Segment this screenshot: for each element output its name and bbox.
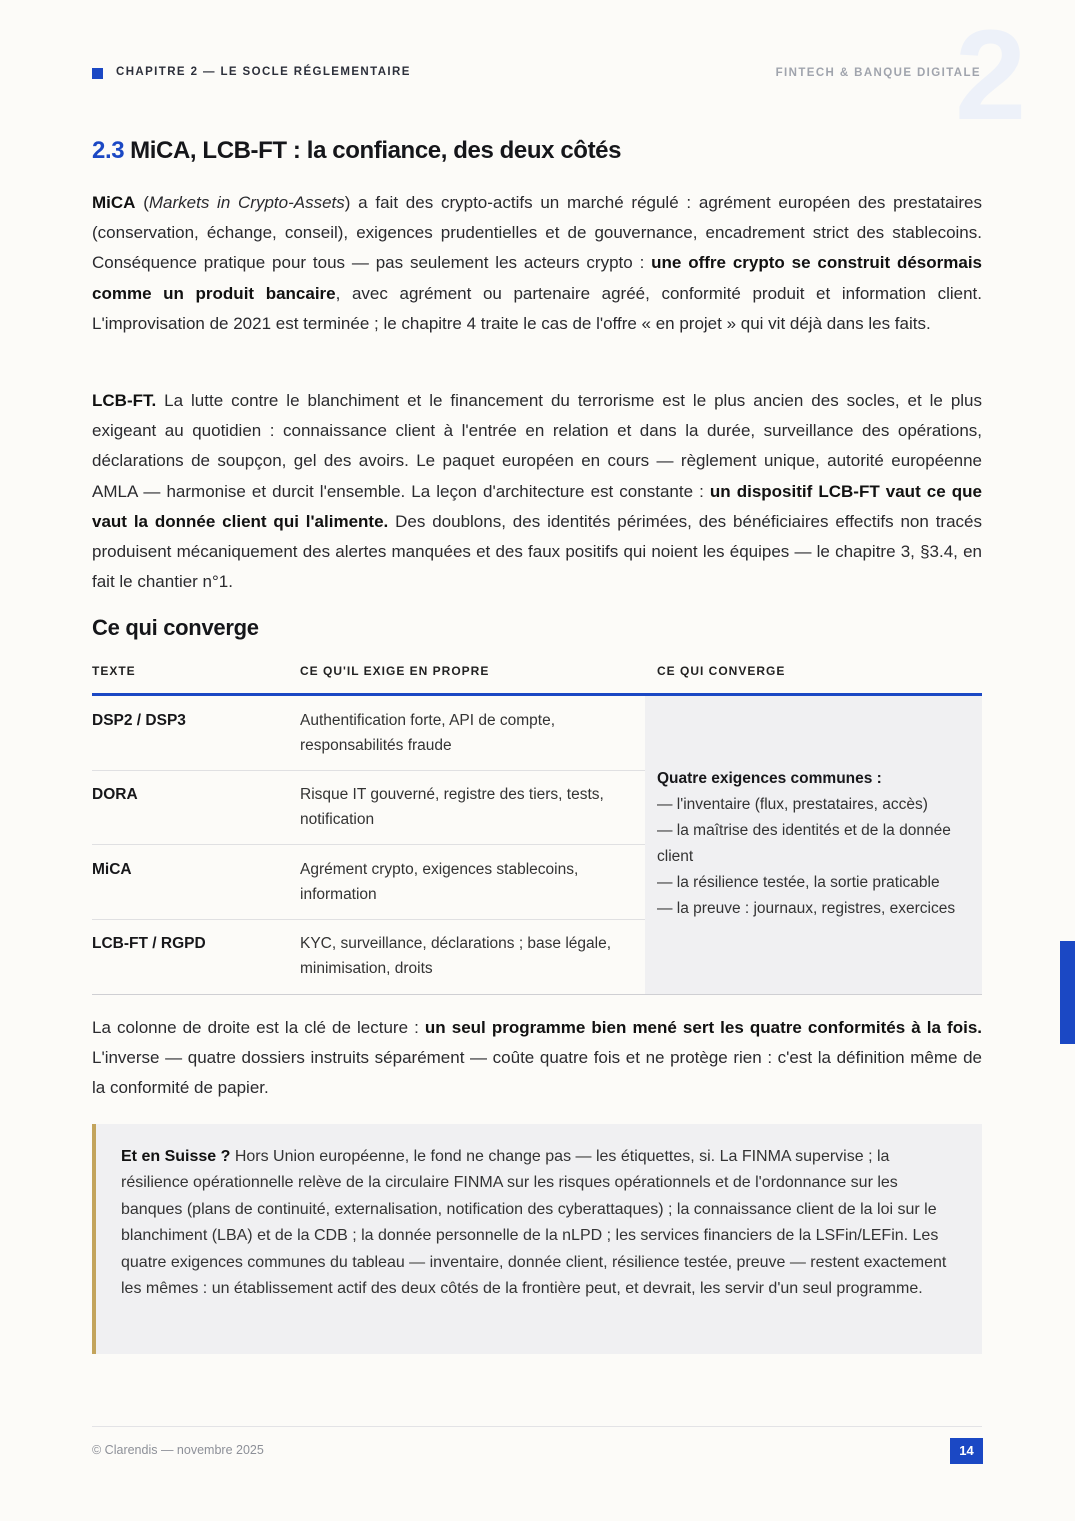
cell-texte: LCB-FT / RGPD <box>92 935 206 952</box>
term-lcbft: LCB-FT. <box>92 391 157 410</box>
swiss-callout-text <box>121 1144 957 1302</box>
text-segment: ) a fait des crypto-actifs un marché régulé : agrément européen des prestataires (conservation, échange, conseil), exigences prudentielles et de gouvernance, encadrement strict des stablecoins. Conséquence pratique pour tous — pas seulement les acteurs crypto : <box>92 193 982 273</box>
text-segment: L'inverse — quatre dossiers instruits séparément — coûte quatre fois et ne protège rien : c'est la définition même de la conformité de papier. <box>92 1048 982 1098</box>
column-header-texte: TEXTE <box>92 664 136 678</box>
column-header-exige: CE QU'IL EXIGE EN PROPRE <box>300 664 490 678</box>
callout-body: Hors Union européenne, le fond ne change pas — les étiquettes, si. La FINMA supervise ; la résilience opérationnelle relève de la circulaire FINMA sur les risques opérationnels et de l'ordonnance sur les banques (plans de continuité, externalisation, notification des cyberattaques) ; la connaissance client de la loi sur le blanchiment (LBA) et de la CDB ; la donnée personnelle de la nLPD ; les services financiers de la LSFin/LEFin. Les quatre exigences communes du tableau — inventaire, donnée client, résilience testée, preuve — restent exactement les mêmes : un établissement actif des deux côtés de la frontière peut, et devrait, les servir d'un seul programme. <box>121 1148 947 1298</box>
converge-title: Quatre exigences communes : <box>657 770 882 787</box>
footer-copyright: © Clarendis — novembre 2025 <box>92 1443 264 1457</box>
cell-texte: MiCA <box>92 861 132 878</box>
table-row <box>92 696 645 771</box>
cell-exige: Risque IT gouverné, registre des tiers, tests, notification <box>300 786 604 828</box>
text-segment: , avec agrément ou partenaire agréé, conformité produit et information client. L'improvisation de 2021 est terminée ; le chapitre 4 traite le cas de l'offre « en projet » qui vit déjà dans les faits. <box>92 283 982 333</box>
table-header-row <box>92 655 982 696</box>
text-segment: Des doublons, des identités périmées, des bénéficiaires effectifs non tracés produisent mécaniquement des alertes manquées et des faux positifs qui noient les équipes — le chapitre 3, §3.4, en fait le chantier n°1. <box>92 511 982 592</box>
converge-item: — la maîtrise des identités et de la donnée client <box>657 822 951 865</box>
section-title: MiCA, LCB-FT : la confiance, des deux côtés <box>130 137 622 164</box>
section-heading <box>92 137 621 165</box>
paren-open: ( <box>135 193 149 212</box>
converge-content <box>657 766 982 922</box>
emphasis: une offre crypto se construit désormais comme un produit bancaire <box>92 253 982 303</box>
chapter-number-watermark: 2 <box>955 4 1027 147</box>
paragraph-reading-key <box>92 1013 982 1104</box>
table-row <box>92 845 645 920</box>
paragraph-mica <box>92 188 982 339</box>
merged-converge-cell <box>645 696 982 994</box>
section-number: 2.3 <box>92 137 125 164</box>
converge-item: — la résilience testée, la sortie praticable <box>657 874 940 891</box>
emphasis: un seul programme bien mené sert les quatre conformités à la fois. <box>424 1018 982 1037</box>
running-header-chapter: CHAPITRE 2 — LE SOCLE RÉGLEMENTAIRE <box>116 66 411 78</box>
table-body <box>92 696 982 994</box>
table-row <box>92 770 645 845</box>
cell-exige: KYC, surveillance, déclarations ; base légale, minimisation, droits <box>300 935 612 977</box>
text-segment: La colonne de droite est la clé de lecture : <box>92 1018 425 1037</box>
emphasis: un dispositif LCB-FT vaut ce que vaut la donnée client qui l'alimente. <box>92 481 982 531</box>
converge-heading: Ce qui converge <box>92 615 259 640</box>
convergence-table <box>92 655 982 995</box>
term-mica: MiCA <box>92 193 136 212</box>
callout-lead: Et en Suisse ? <box>121 1148 231 1165</box>
term-expansion: Markets in Crypto-Assets <box>148 193 345 212</box>
cell-exige: Authentification forte, API de compte, responsabilités fraude <box>300 712 556 754</box>
swiss-callout-box <box>92 1124 982 1354</box>
running-header-book-title: FINTECH & BANQUE DIGITALE <box>775 67 981 79</box>
footer-rule <box>92 1426 982 1427</box>
cell-texte: DSP2 / DSP3 <box>92 712 186 729</box>
column-header-converge: CE QUI CONVERGE <box>657 664 786 678</box>
chapter-side-tab <box>1060 941 1075 1044</box>
table-row <box>92 919 645 993</box>
converge-item: — la preuve : journaux, registres, exercices <box>657 900 956 917</box>
page-number-badge: 14 <box>950 1438 983 1464</box>
converge-item: — l'inventaire (flux, prestataires, accès) <box>657 796 928 813</box>
cell-exige: Agrément crypto, exigences stablecoins, information <box>300 861 579 903</box>
cell-texte: DORA <box>92 786 138 803</box>
chapter-marker-square <box>92 68 103 79</box>
text-segment: La lutte contre le blanchiment et le financement du terrorisme est le plus ancien des socles, et le plus exigeant au quotidien : connaissance client à l'entrée en relation et dans la durée, surveillance des opérations, déclarations de soupçon, gel des avoirs. Le paquet européen en cours — règlement unique, autorité européenne AMLA — harmonise et durcit l'ensemble. La leçon d'architecture est constante : <box>92 391 982 501</box>
paragraph-lcbft <box>92 386 982 597</box>
table-bottom-rule <box>92 994 982 995</box>
